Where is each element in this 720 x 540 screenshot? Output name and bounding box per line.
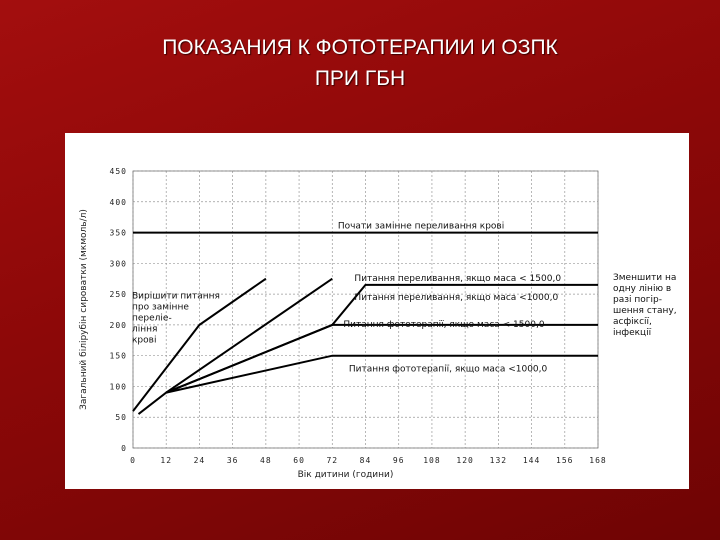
curve-label-1: Почати замінне переливання крові	[337, 221, 505, 232]
x-tick-label: 132	[489, 456, 508, 465]
x-axis-title: Вік дитини (години)	[297, 470, 394, 480]
left-note-line: ління	[132, 324, 158, 335]
series-line-5	[166, 325, 598, 393]
y-tick-label: 200	[109, 320, 127, 330]
right-note-line: інфекції	[613, 327, 652, 338]
x-tick-label: 156	[556, 456, 574, 465]
y-tick-label: 400	[109, 197, 127, 207]
curve-label-5: Питання фототерапії, якщо маса <1000,0	[348, 364, 548, 375]
right-note-line: одну лінію в	[613, 283, 672, 294]
slide-title-line-2: ПРИ ГБН	[314, 67, 406, 90]
right-note-line: Зменшити на	[613, 272, 677, 283]
y-tick-label: 50	[115, 413, 127, 423]
right-note-line: разі погір-	[613, 294, 662, 305]
x-tick-label: 12	[160, 456, 173, 465]
curve-label-3: Питання переливання, якщо маса <1000,0	[354, 292, 559, 303]
x-tick-label: 60	[293, 456, 305, 465]
x-tick-label: 108	[423, 456, 441, 465]
bilirubin-chart	[65, 133, 689, 489]
y-tick-label: 250	[109, 290, 127, 300]
x-tick-label: 144	[522, 456, 541, 465]
y-tick-label: 150	[109, 351, 127, 361]
y-tick-label: 100	[109, 382, 127, 392]
x-tick-label: 36	[226, 456, 239, 465]
x-tick-label: 84	[359, 456, 372, 465]
curve-label-4: Питання фототерапії, якщо маса < 1500,0	[343, 319, 545, 330]
curve-label-2: Питання переливання, якщо маса < 1500,0	[354, 273, 562, 284]
slide-title-line-1: ПОКАЗАНИЯ К ФОТОТЕРАПИИ И ОЗПК	[162, 36, 558, 59]
x-tick-label: 96	[392, 456, 405, 465]
grid	[133, 171, 598, 448]
x-tick-label: 24	[193, 456, 206, 465]
y-tick-label: 0	[121, 444, 127, 453]
x-tick-label: 0	[130, 456, 136, 465]
y-tick-label: 450	[109, 167, 127, 176]
chart-panel	[65, 133, 689, 489]
y-axis-title: Загальний білірубін сироватки (мкмоль/л)	[79, 209, 89, 410]
x-tick-label: 48	[260, 456, 272, 465]
y-tick-label: 300	[109, 259, 127, 269]
left-note-line: крові	[132, 335, 157, 346]
y-tick-label: 350	[109, 228, 127, 238]
left-note-line: про замінне	[132, 302, 189, 313]
left-note-line: Вирішити питання	[132, 291, 220, 302]
labels	[132, 222, 677, 375]
right-note-line: асфіксії,	[613, 316, 652, 327]
x-tick-label: 168	[589, 456, 607, 465]
x-tick-label: 72	[326, 456, 339, 465]
left-note-line: переліе-	[132, 313, 172, 324]
slide-title	[0, 32, 720, 94]
right-note-line: шення стану,	[613, 305, 677, 316]
x-tick-label: 120	[456, 456, 474, 465]
